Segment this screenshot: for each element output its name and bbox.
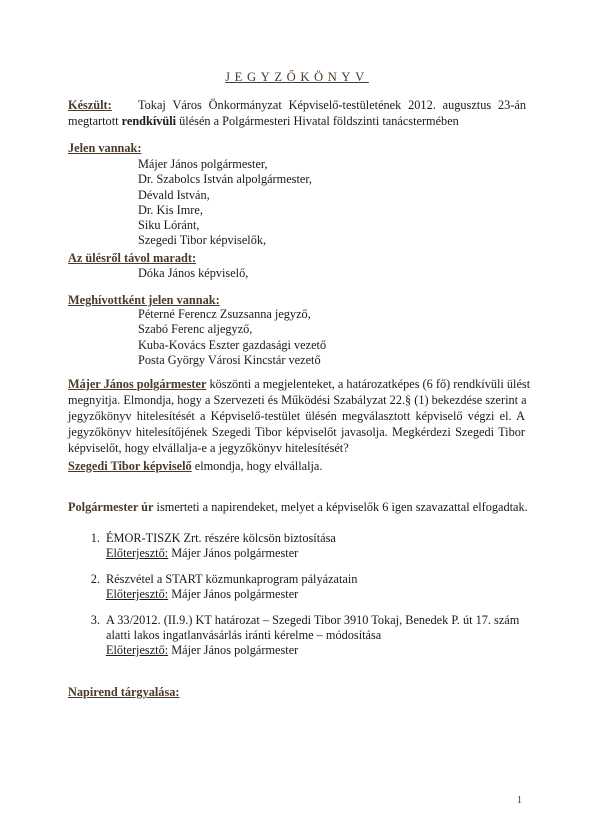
opening-text: köszönti a megjelenteket, a határozatképes (6 fő) rendkívüli ülést [206,377,531,391]
keszult-line-1: Tokaj Város Önkormányzat Képviselő-testületének 2012. augusztus 23-án [138,98,526,112]
jelen-item: Siku Lóránt, [138,218,200,233]
jelen-item: Májer János polgármester, [138,157,268,171]
agenda-title: ÉMOR-TISZK Zrt. részére kölcsön biztosítása [106,531,336,545]
presenter-label: Előterjesztő: [106,587,169,601]
tavol-label: Az ülésről távol maradt: [68,251,197,265]
presenter-label: Előterjesztő: [106,643,169,657]
agenda-title-line-2: alatti lakos ingatlanvásárlás iránti kérelme – módosítása [106,628,382,642]
meghivott-item: Posta György Városi Kincstár vezető [138,352,321,367]
meghivott-list [138,306,326,367]
opening-line-2: megnyitja. Elmondja, hogy a Szervezeti és Működési Szabályzat 22.§ (1) bekezdése szerint a [68,393,527,407]
agenda-presenter [106,586,298,602]
meghivott-item: Szabó Ferenc aljegyző, [138,322,253,337]
agenda-title-line-1: A 33/2012. (II.9.) KT határozat – Szegedi Tibor 3910 Tokaj, Benedek P. út 17. szám [106,613,520,627]
acceptance-paragraph [68,458,322,474]
opening-line-5: képviselőt, hogy elvállalja-e a jegyzőkönyv hitelesítését? [68,441,349,455]
meghivott-label: Meghívottként jelen vannak: [68,293,220,307]
presenter-name: Májer János polgármester [168,546,299,560]
agenda-number: 3. [90,613,100,627]
agenda-intro-text: ismerteti a napirendeket, melyet a képviselők 6 igen szavazattal elfogadtak. [153,500,528,514]
keszult-label: Készült: [68,98,112,112]
keszult-line-2 [68,113,459,129]
agenda-intro [68,499,528,515]
jelen-item: Dévald István, [138,187,210,202]
keszult-line-2-post: ülésén a Polgármesteri Hivatal földszinti tanácstermében [176,114,459,128]
jelen-list [138,156,312,248]
presenter-name: Májer János polgármester [168,587,299,601]
opening-line-1 [68,376,531,392]
page-number: 1 [517,795,522,806]
speaker-szegedi: Szegedi Tibor képviselő [68,459,192,473]
presenter-label: Előterjesztő: [106,546,169,560]
opening-line-4: jegyzőkönyv hitelesítőjének Szegedi Tibor képviselőt javasolja. Megkérdezi Szegedi Tibor [68,425,525,439]
speaker-polgarmester: Polgármester úr [68,500,154,514]
opening-paragraph [68,376,531,456]
jelen-item: Dr. Szabolcs István alpolgármester, [138,172,313,187]
agenda-presenter [106,545,298,561]
keszult-rendkivuli: rendkívüli [121,114,177,128]
jelen-item: Szegedi Tibor képviselők, [138,233,267,248]
agenda-number: 1. [90,531,100,545]
napirend-label: Napirend tárgyalása: [68,685,180,699]
document-title: JEGYZŐKÖNYV [225,70,369,84]
agenda-number: 2. [90,572,100,586]
presenter-name: Májer János polgármester [168,643,299,657]
agenda-title: Részvétel a START közmunkaprogram pályázatain [106,572,358,586]
keszult-line-2-pre: megtartott [68,114,122,128]
jelen-item: Dr. Kis Imre, [138,202,203,217]
opening-line-3: jegyzőkönyv hitelesítését a Képviselő-testület ülésén megválasztott képviselő végzi el. A [68,409,525,423]
meghivott-item: Péterné Ferencz Zsuzsanna jegyző, [138,307,311,321]
meghivott-item: Kuba-Kovács Eszter gazdasági vezető [138,337,327,352]
acceptance-text: elmondja, hogy elvállalja. [191,459,323,473]
agenda-presenter [106,642,298,658]
tavol-item: Dóka János képviselő, [138,266,249,280]
speaker-majer: Májer János polgármester [68,377,207,391]
jelen-label: Jelen vannak: [68,141,142,155]
